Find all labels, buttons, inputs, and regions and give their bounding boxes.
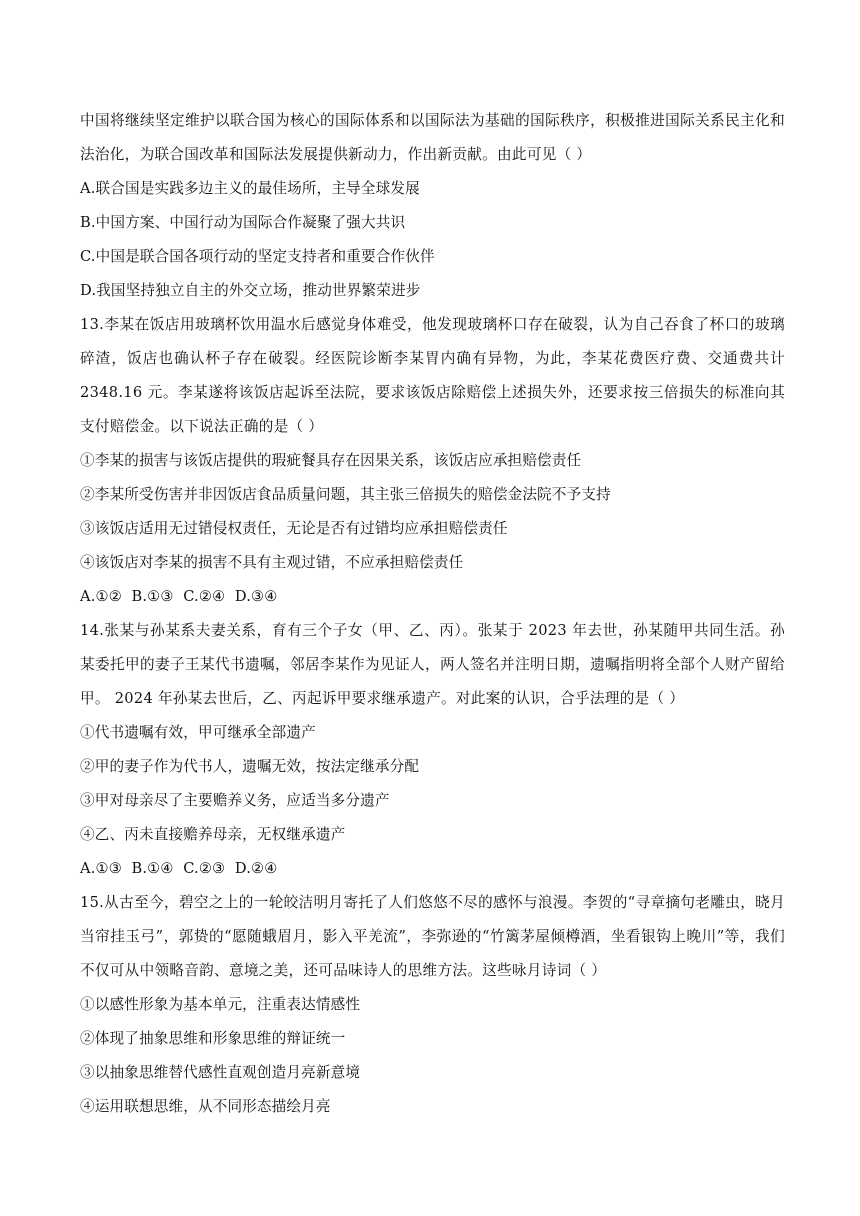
question-13-statement-4: ④该饭店对李某的损害不具有主观过错，不应承担赔偿责任 — [80, 554, 464, 571]
question-13-statement-1: ①李某的损害与该饭店提供的瑕疵餐具存在因果关系，该饭店应承担赔偿责任 — [80, 452, 582, 469]
question-13-choices: A.①② B.①③ C.②④ D.③④ — [80, 588, 278, 605]
question-12-option-c: C.中国是联合国各项行动的坚定支持者和重要合作伙伴 — [80, 248, 435, 265]
question-15-statement-2: ②体现了抽象思维和形象思维的辩证统一 — [80, 1030, 346, 1047]
question-14-statement-3: ③甲对母亲尽了主要赡养义务，应适当多分遗产 — [80, 792, 390, 809]
question-14-statement-2: ②甲的妻子作为代书人，遗嘱无效，按法定继承分配 — [80, 758, 420, 775]
question-14-statement-1: ①代书遗嘱有效，甲可继承全部遗产 — [80, 724, 316, 741]
question-15-statement-4: ④运用联想思维，从不同形态描绘月亮 — [80, 1098, 331, 1115]
question-12-option-a: A.联合国是实践多边主义的最佳场所，主导全球发展 — [80, 180, 420, 197]
question-12-option-b: B.中国方案、中国行动为国际合作凝聚了强大共识 — [80, 214, 406, 231]
question-14-choices: A.①③ B.①④ C.②③ D.②④ — [80, 860, 278, 877]
exam-content — [80, 104, 785, 1124]
question-14-statement-4: ④乙、丙未直接赡养母亲，无权继承遗产 — [80, 826, 346, 843]
question-12-stem: 中国将继续坚定维护以联合国为核心的国际体系和以国际法为基础的国际秩序，积极推进国际关系民主化和法治化，为联合国改革和国际法发展提供新动力，作出新贡献。由此可见（ ） — [80, 112, 785, 163]
question-15-statement-1: ①以感性形象为基本单元，注重表达情感性 — [80, 996, 361, 1013]
question-13-statement-2: ②李某所受伤害并非因饭店食品质量问题，其主张三倍损失的赔偿金法院不予支持 — [80, 486, 611, 503]
question-13-stem: 13.李某在饭店用玻璃杯饮用温水后感觉身体难受，他发现玻璃杯口存在破裂，认为自己吞食了杯口的玻璃碎渣，饭店也确认杯子存在破裂。经医院诊断李某胃内确有异物，为此，李某花费医疗费、交通费共计 2348.16 元。李某遂将该饭店起诉至法院，要求该饭店除赔偿上述损失外，还要求按三倍损失的标准向其支付赔偿金。以下说法正确的是（ ） — [80, 316, 785, 435]
question-12-option-d: D.我国坚持独立自主的外交立场，推动世界繁荣进步 — [80, 282, 421, 299]
question-13-statement-3: ③该饭店适用无过错侵权责任，无论是否有过错均应承担赔偿责任 — [80, 520, 508, 537]
question-14-stem: 14.张某与孙某系夫妻关系，育有三个子女（甲、乙、丙）。张某于 2023 年去世，孙某随甲共同生活。孙某委托甲的妻子王某代书遗嘱，邻居李某作为见证人，两人签名并注明日期，遗嘱指明将全部个人财产留给甲。 2024 年孙某去世后，乙、丙起诉甲要求继承遗产。对此案的认识，合乎法理的是（ ） — [80, 622, 785, 707]
question-15-stem: 15.从古至今，碧空之上的一轮皎洁明月寄托了人们悠悠不尽的感怀与浪漫。李贺的“寻章摘句老雕虫，晓月当帘挂玉弓”，郭贽的“愿随蛾眉月，影入平羌流”，李弥逊的“竹篱茅屋倾樽酒，坐看银钩上晚川”等，我们不仅可从中领略音韵、意境之美，还可品味诗人的思维方法。这些咏月诗词（ ） — [80, 894, 785, 979]
question-15-statement-3: ③以抽象思维替代感性直观创造月亮新意境 — [80, 1064, 361, 1081]
